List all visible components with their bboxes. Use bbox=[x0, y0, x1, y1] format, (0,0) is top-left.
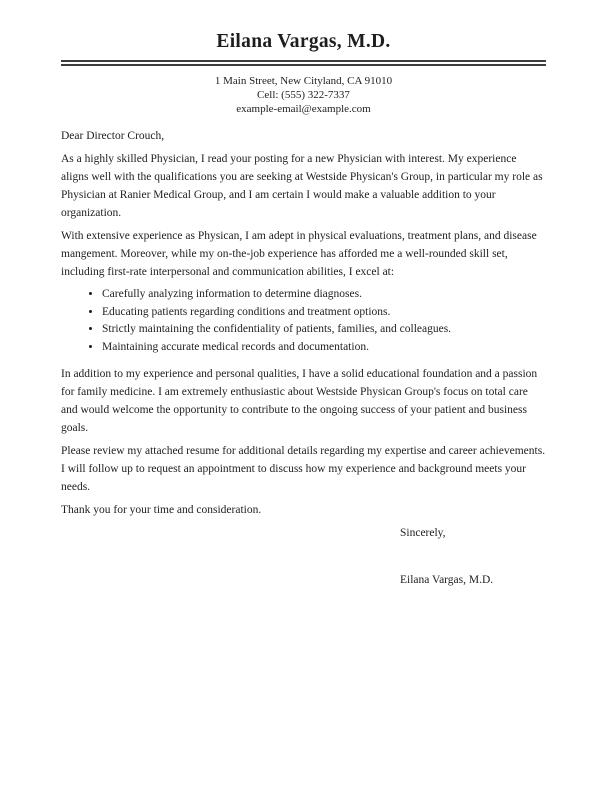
body-paragraph-education: In addition to my experience and personal qualities, I have a solid educational foundation and a passion for family medicine. I am extremely enthusiastic about Westside Physican Group's focus on total care and would welcome the opportunity to contribute to the ongoing success of your patient and business goals. bbox=[61, 368, 538, 434]
letter-header bbox=[61, 30, 546, 116]
author-name: Eilana Vargas, M.D. bbox=[216, 31, 391, 52]
skill-item: • Maintaining accurate medical records and documentation. bbox=[102, 339, 546, 357]
skill-item: • Strictly maintaining the confidentiality of patients, families, and colleagues. bbox=[102, 321, 546, 339]
closing-salutation: Sincerely, bbox=[400, 527, 446, 539]
salutation: Dear Director Crouch, bbox=[61, 130, 165, 142]
header-divider bbox=[61, 60, 546, 66]
contact-phone: Cell: (555) 322-7337 bbox=[257, 89, 350, 101]
body-paragraph-followup: Please review my attached resume for additional details regarding my expertise and career achievements. I will follow up to request an appointment to discuss how my experience and background meets your needs. bbox=[61, 445, 546, 493]
signature-name: Eilana Vargas, M.D. bbox=[400, 574, 494, 586]
skill-item: • Carefully analyzing information to determine diagnoses. bbox=[102, 286, 546, 304]
letter-body bbox=[61, 127, 546, 519]
body-paragraph-intro: As a highly skilled Physician, I read your posting for a new Physician with interest. My experience aligns well with the qualifications you are seeking at Westside Physican's Group, in particular my role as Physician at Ranier Medical Group, and I am certain I would make a valuable addition to your organization. bbox=[61, 153, 543, 219]
skill-item: • Educating patients regarding conditions and treatment options. bbox=[102, 304, 546, 322]
contact-block bbox=[61, 74, 546, 116]
body-paragraph-experience: With extensive experience as Physican, I am adept in physical evaluations, treatment plans, and disease mangement. Moreover, while my on-the-job experience has afforded me a well-rounded skill set, including first-rate interpersonal and communication abilities, I excel at: bbox=[61, 230, 537, 278]
contact-email: example-email@example.com bbox=[236, 103, 371, 115]
body-paragraph-thanks: Thank you for your time and consideration. bbox=[61, 504, 262, 516]
signature-block bbox=[61, 524, 546, 589]
contact-address: 1 Main Street, New Cityland, CA 91010 bbox=[214, 75, 393, 87]
skills-list bbox=[61, 286, 546, 356]
